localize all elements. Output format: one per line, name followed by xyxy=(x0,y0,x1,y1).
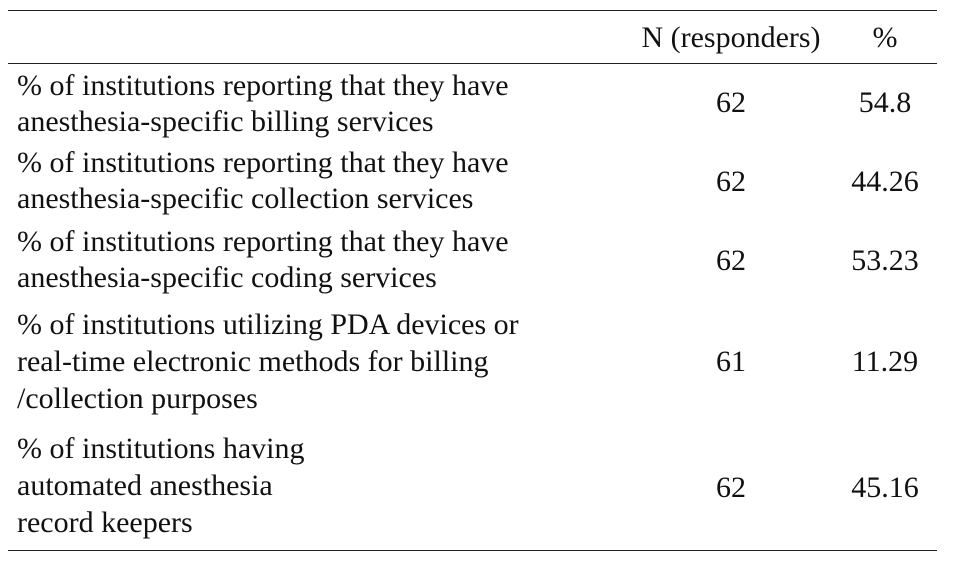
row-label-line: anesthesia-specific collection services xyxy=(17,182,474,215)
row-label-line: /collection purposes xyxy=(17,382,258,415)
row-percent-value: 53.23 xyxy=(851,244,919,277)
row-label-line: % of institutions utilizing PDA devices or xyxy=(17,308,519,341)
table-top-rule xyxy=(8,10,937,11)
row-percent-value: 11.29 xyxy=(851,345,919,378)
row-label-line: anesthesia-specific coding services xyxy=(17,261,437,294)
row-n-value: 61 xyxy=(716,345,746,378)
row-n-value: 62 xyxy=(716,244,746,277)
row-label-line: anesthesia-specific billing services xyxy=(17,105,434,138)
row-label-line: automated anesthesia xyxy=(17,469,273,502)
row-percent-value: 54.8 xyxy=(858,86,912,119)
row-label-line: % of institutions reporting that they have xyxy=(17,69,509,102)
row-percent-value: 45.16 xyxy=(851,471,919,504)
table-header-rule xyxy=(8,63,937,64)
row-n-value: 62 xyxy=(716,471,746,504)
row-label-line: % of institutions having xyxy=(17,432,305,465)
row-label-line: record keepers xyxy=(17,506,193,539)
header-n-responders: N (responders) xyxy=(641,21,821,54)
row-label-line: % of institutions reporting that they have xyxy=(17,146,509,179)
row-label-line: % of institutions reporting that they have xyxy=(17,225,509,258)
row-label-line: real-time electronic methods for billing xyxy=(17,345,489,378)
row-percent-value: 44.26 xyxy=(851,165,919,198)
row-n-value: 62 xyxy=(716,86,746,119)
row-n-value: 62 xyxy=(716,165,746,198)
header-percent: % xyxy=(872,21,898,54)
table-bottom-rule xyxy=(8,550,937,551)
